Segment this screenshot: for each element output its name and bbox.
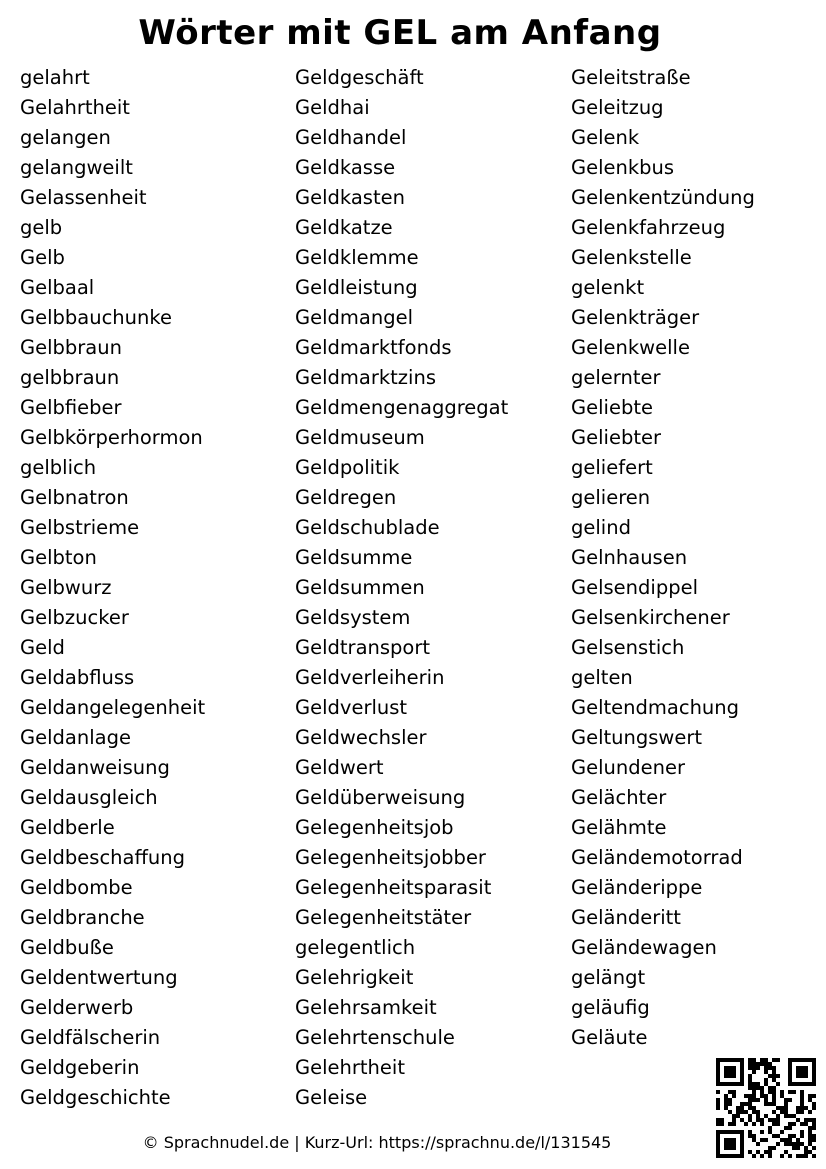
- word-list-item: Geldpolitik: [295, 456, 400, 479]
- word-list-item: Gelegenheitsparasit: [295, 876, 492, 899]
- word-list-item: Geldabfluss: [20, 666, 135, 689]
- word-list-item: Geläute: [571, 1026, 648, 1049]
- word-list-item: gelbbraun: [20, 366, 120, 389]
- word-list-item: Gelenkträger: [571, 306, 700, 329]
- word-list-item: Geldbeschaffung: [20, 846, 185, 869]
- word-list-item: Geldanlage: [20, 726, 131, 749]
- word-list-item: Gelegenheitsjob: [295, 816, 454, 839]
- word-list-item: gelangweilt: [20, 156, 133, 179]
- word-list-item: Geldkasse: [295, 156, 396, 179]
- word-list-item: Gelenkwelle: [571, 336, 690, 359]
- word-list-item: Geldmengenaggregat: [295, 396, 509, 419]
- word-list-item: Gelbfieber: [20, 396, 122, 419]
- word-list-item: Gelderwerb: [20, 996, 134, 1019]
- word-list-item: Geltungswert: [571, 726, 703, 749]
- word-list-item: Geldsummen: [295, 576, 425, 599]
- word-list-item: gelängt: [571, 966, 646, 989]
- word-list-item: geläufig: [571, 996, 650, 1019]
- word-list-item: Geländewagen: [571, 936, 717, 959]
- word-list-item: Geldangelegenheit: [20, 696, 206, 719]
- word-list-item: Geldberle: [20, 816, 115, 839]
- word-list-item: Geldmarktfonds: [295, 336, 452, 359]
- word-list-item: Geldkatze: [295, 216, 393, 239]
- word-list-item: Geliebter: [571, 426, 661, 449]
- word-list-item: Gelehrsamkeit: [295, 996, 437, 1019]
- word-list-item: Gelb: [20, 246, 65, 269]
- word-list-item: Geldbombe: [20, 876, 133, 899]
- word-list-item: Gelenk: [571, 126, 640, 149]
- word-list-item: Geldbuße: [20, 936, 114, 959]
- word-list-item: Geldsystem: [295, 606, 411, 629]
- word-list-item: geliefert: [571, 456, 653, 479]
- word-list-item: Geldgeschichte: [20, 1086, 171, 1109]
- word-list-item: Geländeritt: [571, 906, 681, 929]
- word-list-item: Gelassenheit: [20, 186, 147, 209]
- word-list-item: Geldausgleich: [20, 786, 158, 809]
- word-list-item: gelegentlich: [295, 936, 416, 959]
- word-list-item: Geldregen: [295, 486, 397, 509]
- word-list-item: gelblich: [20, 456, 97, 479]
- word-list-item: Gelahrtheit: [20, 96, 130, 119]
- word-list-item: Geldkasten: [295, 186, 405, 209]
- word-list-item: Geldentwertung: [20, 966, 178, 989]
- word-list-item: Gelnhausen: [571, 546, 688, 569]
- word-list-item: gelind: [571, 516, 631, 539]
- word-list-item: Geldleistung: [295, 276, 418, 299]
- word-list-item: Geldklemme: [295, 246, 419, 269]
- word-list-item: Gelegenheitstäter: [295, 906, 472, 929]
- word-list-item: Geld: [20, 636, 65, 659]
- word-list-item: gelb: [20, 216, 63, 239]
- word-list-item: Gelächter: [571, 786, 667, 809]
- word-list-item: Geltendmachung: [571, 696, 740, 719]
- word-list-item: Gelenkfahrzeug: [571, 216, 726, 239]
- qr-code-icon: [716, 1058, 816, 1158]
- word-list-item: Geldüberweisung: [295, 786, 466, 809]
- word-list-item: Geldwechsler: [295, 726, 427, 749]
- word-list-item: Geldmarktzins: [295, 366, 436, 389]
- word-list-item: Gelsenstich: [571, 636, 685, 659]
- footer-credit: © Sprachnudel.de | Kurz-Url: https://sprachnu.de/l/131545: [142, 1133, 612, 1152]
- word-list-item: Gelbzucker: [20, 606, 129, 629]
- word-list-item: Geldhandel: [295, 126, 407, 149]
- word-list-item: Gelehrtenschule: [295, 1026, 455, 1049]
- word-list-item: gelten: [571, 666, 633, 689]
- word-list-item: Geldwert: [295, 756, 384, 779]
- word-list-item: Geldmangel: [295, 306, 413, 329]
- word-list-item: Gelbton: [20, 546, 97, 569]
- word-list-item: Geldanweisung: [20, 756, 170, 779]
- word-column-3: [571, 63, 755, 1053]
- word-list-item: Gelegenheitsjobber: [295, 846, 486, 869]
- word-list-item: Geländerippe: [571, 876, 703, 899]
- word-list-item: Geldverleiherin: [295, 666, 445, 689]
- word-list-item: Gelbstrieme: [20, 516, 140, 539]
- word-list-item: Gelenkbus: [571, 156, 675, 179]
- word-list-item: Gelbnatron: [20, 486, 129, 509]
- word-list-item: gelernter: [571, 366, 661, 389]
- word-list-item: Gelähmte: [571, 816, 667, 839]
- word-list-item: Gelbbraun: [20, 336, 122, 359]
- word-list-item: Geldschublade: [295, 516, 440, 539]
- word-list-item: Geländemotorrad: [571, 846, 743, 869]
- word-list-item: Geldsumme: [295, 546, 413, 569]
- word-list-item: Gelehrtheit: [295, 1056, 405, 1079]
- word-list-item: Geliebte: [571, 396, 653, 419]
- word-list-item: Gelbwurz: [20, 576, 112, 599]
- word-list-item: Gelenkentzündung: [571, 186, 755, 209]
- word-column-1: [20, 63, 205, 1113]
- word-list-item: Geldgeberin: [20, 1056, 140, 1079]
- word-list-item: Gelenkstelle: [571, 246, 692, 269]
- word-list-item: Geleitzug: [571, 96, 664, 119]
- word-list-item: Gelundener: [571, 756, 685, 779]
- word-list-item: Geleise: [295, 1086, 368, 1109]
- word-list-item: Gelbkörperhormon: [20, 426, 203, 449]
- word-list-item: Geldfälscherin: [20, 1026, 161, 1049]
- word-list-item: Gelehrigkeit: [295, 966, 414, 989]
- word-list-item: Geldverlust: [295, 696, 408, 719]
- word-list-item: gelangen: [20, 126, 111, 149]
- word-list-item: Gelbbauchunke: [20, 306, 172, 329]
- word-list-item: gelenkt: [571, 276, 645, 299]
- page-title: Wörter mit GEL am Anfang: [138, 13, 662, 53]
- word-list-item: Geleitstraße: [571, 66, 691, 89]
- word-list-item: gelahrt: [20, 66, 90, 89]
- word-list-item: Geldbranche: [20, 906, 145, 929]
- word-list-item: Gelsendippel: [571, 576, 699, 599]
- word-column-2: [295, 63, 508, 1113]
- word-list-item: Geldhai: [295, 96, 370, 119]
- word-list-item: Gelbaal: [20, 276, 95, 299]
- word-list-item: gelieren: [571, 486, 651, 509]
- word-list-item: Geldgeschäft: [295, 66, 424, 89]
- word-list-item: Gelsenkirchener: [571, 606, 730, 629]
- word-list-item: Geldmuseum: [295, 426, 425, 449]
- word-list-item: Geldtransport: [295, 636, 431, 659]
